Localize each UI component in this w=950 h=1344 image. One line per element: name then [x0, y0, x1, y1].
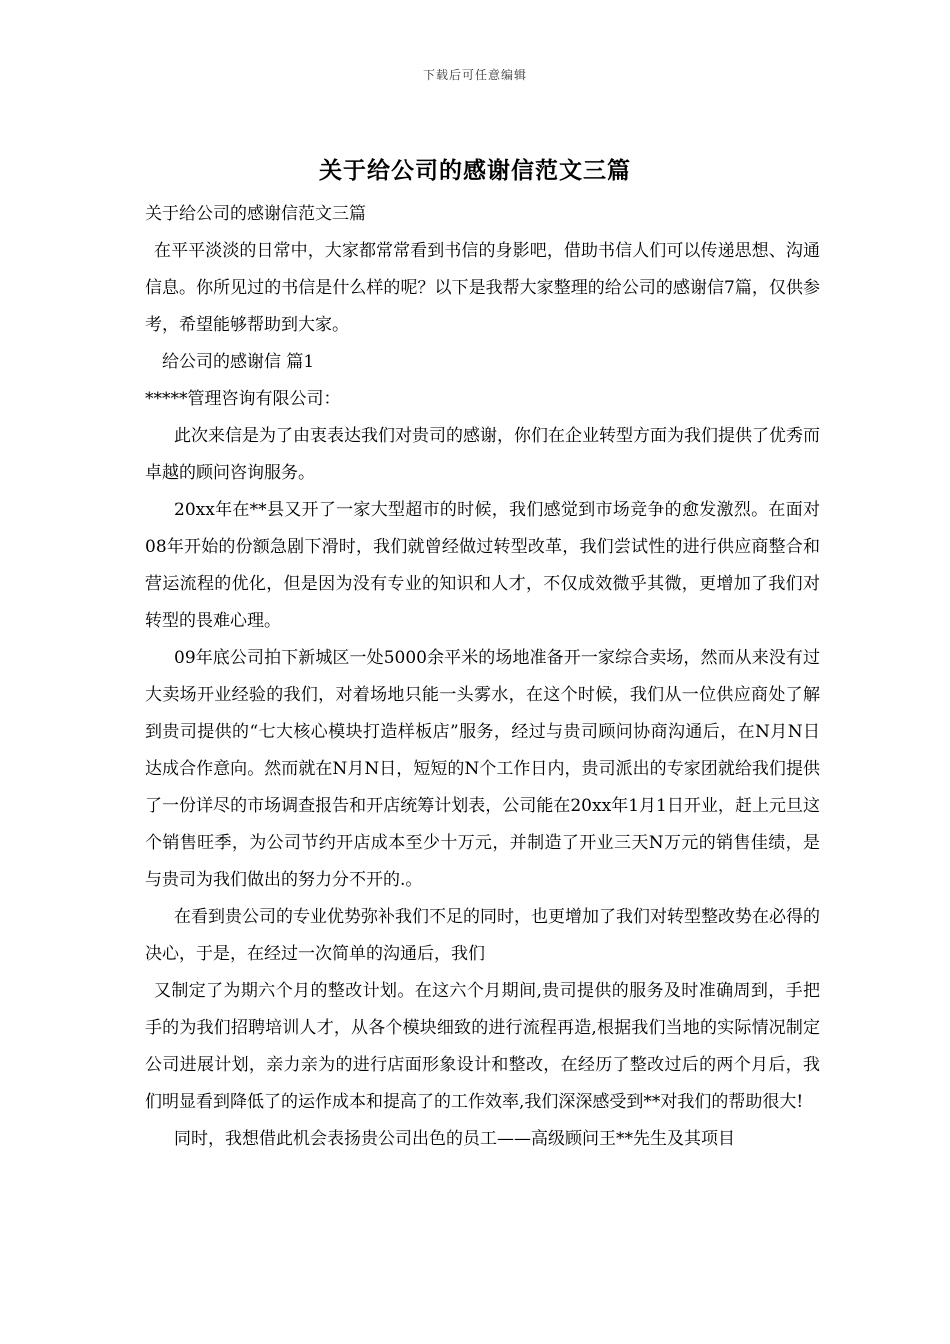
- document-title: 关于给公司的感谢信范文三篇: [319, 157, 631, 184]
- paragraph-salutation: *****管理咨询有限公司：: [145, 389, 341, 409]
- paragraph-body: 09年底公司拍下新城区一处5000余平米的场地准备开一家综合卖场，然而从来没有过大卖场开业经验的我们，对着场地只能一头雾水，在这个时候，我们从一位供应商处了解到贵司提供的“七大核心模块打造样板店”服务，经过与贵司顾问协商沟通后，在N月N日达成合作意向。然而就在N月N日，短短的N个工作日内，贵司派出的专家团就给我们提供了一份详尽的市场调查报告和开店统筹计划表，公司能在20xx年1月1日开业，赶上元旦这个销售旺季，为公司节约开店成本至少十万元，并制造了开业三天N万元的销售佳绩，是与贵司为我们做出的努力分不开的.。: [145, 648, 820, 890]
- paragraph-body: 又制定了为期六个月的整改计划。在这六个月期间,贵司提供的服务及时准确周到，手把手的为我们招聘培训人才，从各个模块细致的进行流程再造,根据我们当地的实际情况制定公司进展计划，亲力亲为的进行店面形象设计和整改，在经历了整改过后的两个月后，我们明显看到降低了的运作成本和提高了的工作效率,我们深深感受到**对我们的帮助很大!: [145, 981, 820, 1112]
- paragraph-letter-heading: 给公司的感谢信 篇1: [162, 352, 315, 372]
- document-body: [145, 196, 820, 1158]
- paragraph-body: 20xx年在**县又开了一家大型超市的时候，我们感觉到市场竞争的愈发激烈。在面对08年开始的份额急剧下滑时，我们就曾经做过转型改革，我们尝试性的进行供应商整合和营运流程的优化，但是因为没有专业的知识和人才，不仅成效微乎其微，更增加了我们对转型的畏难心理。: [145, 500, 820, 631]
- paragraph-body: 此次来信是为了由衷表达我们对贵司的感谢，你们在企业转型方面为我们提供了优秀而卓越的顾问咨询服务。: [145, 426, 820, 483]
- paragraph-body: 在看到贵公司的专业优势弥补我们不足的同时，也更增加了我们对转型整改势在必得的决心，于是，在经过一次简单的沟通后，我们: [145, 907, 820, 964]
- paragraph-subtitle: 关于给公司的感谢信范文三篇: [145, 204, 366, 224]
- paragraph-body: 同时，我想借此机会表扬贵公司出色的员工——高级顾问王**先生及其项目: [174, 1129, 735, 1149]
- header-note: 下载后可任意编辑: [422, 68, 527, 82]
- paragraph-intro: 在平平淡淡的日常中，大家都常常看到书信的身影吧，借助书信人们可以传递思想、沟通信息。你所见过的书信是什么样的呢？以下是我帮大家整理的给公司的感谢信7篇，仅供参考，希望能够帮助到大家。: [145, 241, 820, 335]
